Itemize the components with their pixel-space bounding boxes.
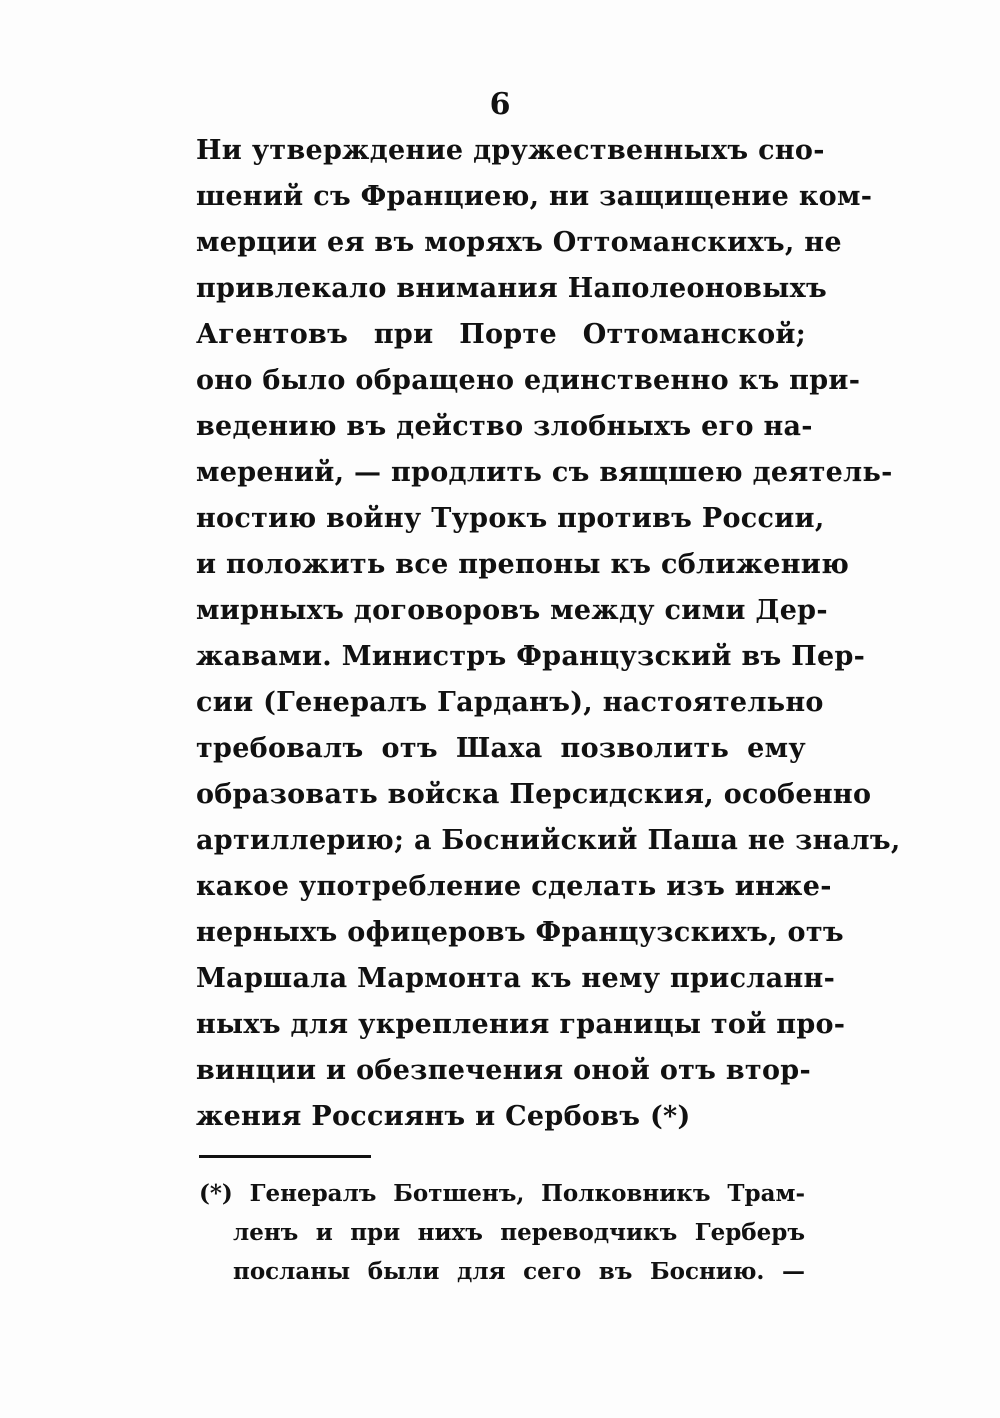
text-line: ведению въ действо злобныхъ его на- bbox=[196, 411, 813, 442]
text-line: шений съ Франциею, ни защищение ком- bbox=[196, 181, 873, 212]
footnote-divider bbox=[199, 1155, 371, 1158]
text-line: какое употребление сделать изъ инже- bbox=[196, 871, 832, 902]
text-line: Ни утверждение дружественныхъ сно- bbox=[196, 135, 825, 166]
text-line: Агентовъ при Порте Оттоманской; bbox=[196, 319, 806, 350]
footnote-line: ленъ и при нихъ переводчикъ Герберъ bbox=[233, 1219, 805, 1246]
text-line: образовать войска Персидския, особенно bbox=[196, 779, 872, 810]
text-line: сии (Генералъ Гарданъ), настоятельно bbox=[196, 687, 824, 718]
main-text-block bbox=[196, 128, 901, 1140]
text-line: требовалъ отъ Шаха позволить ему bbox=[196, 733, 806, 764]
text-line: ныхъ для укрепления границы той про- bbox=[196, 1009, 846, 1040]
text-line: винции и обезпечения оной отъ втор- bbox=[196, 1055, 811, 1086]
footnote-line: посланы были для сего въ Боснию. — bbox=[233, 1258, 805, 1285]
text-line: оно было обращено единственно къ при- bbox=[196, 365, 861, 396]
text-line: мерции ея въ моряхъ Оттоманскихъ, не bbox=[196, 227, 842, 258]
footnote-block bbox=[199, 1174, 805, 1291]
text-line: жения Россиянъ и Сербовъ (*) bbox=[196, 1101, 691, 1132]
text-line: мерений, — продлить съ вящшею деятель- bbox=[196, 457, 893, 488]
text-line: жавами. Министръ Французский въ Пер- bbox=[196, 641, 866, 672]
page-number: 6 bbox=[489, 87, 511, 122]
text-line: артиллерию; а Боснийский Паша не зналъ, bbox=[196, 825, 901, 856]
text-line: Маршала Мармонта къ нему присланн- bbox=[196, 963, 836, 994]
text-line: мирныхъ договоровъ между сими Дер- bbox=[196, 595, 828, 626]
text-line: нерныхъ офицеровъ Французскихъ, отъ bbox=[196, 917, 844, 948]
footnote-line: (*) Генералъ Ботшенъ, Полковникъ Трам- bbox=[199, 1180, 805, 1207]
text-line: ностию войну Турокъ противъ России, bbox=[196, 503, 825, 534]
text-line: и положить все препоны къ сближению bbox=[196, 549, 850, 580]
text-line: привлекало внимания Наполеоновыхъ bbox=[196, 273, 828, 304]
